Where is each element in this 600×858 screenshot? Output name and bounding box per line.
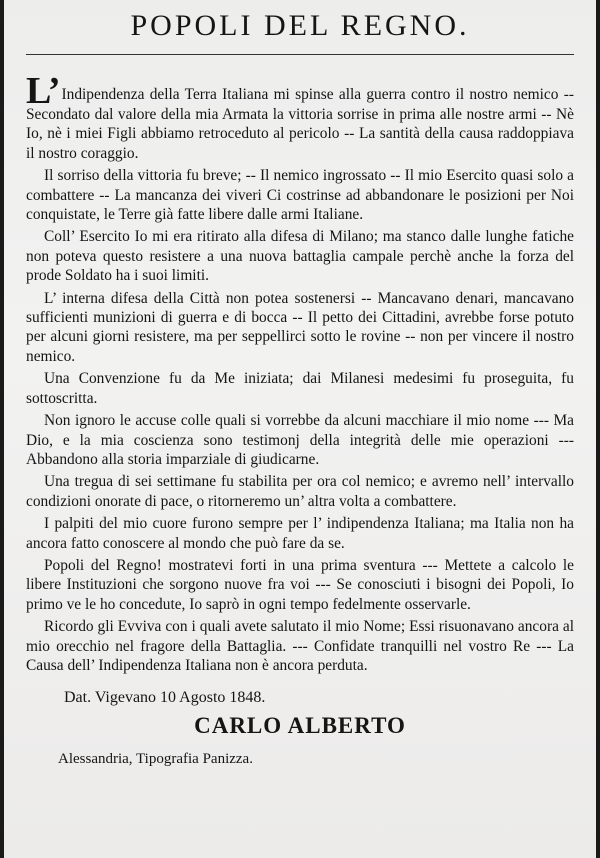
paragraph-10: Ricordo gli Evviva con i quali avete salutato il mio Nome; Essi risuonavano ancora al mio orecchio nel fragore della Battaglia. --- Confidate tranquilli nel vostro Re --- La Causa dell’ Indipendenza Italiana non è ancora perduta. — [26, 618, 574, 674]
printer-imprint: Alessandria, Tipografia Panizza. — [58, 751, 253, 768]
paragraph-5: Una Convenzione fu da Me iniziata; dai Milanesi medesimi fu proseguita, fu sottoscritta. — [26, 370, 574, 407]
paragraph-1-text: Indipendenza della Terra Italiana mi spinse alla guerra contro il nostro nemico -- Secondato dal valore della mia Armata la vittoria sorrise in prima alle nostre armi -- Nè Io, nè i miei Figli abbiamo retroceduto al pericolo -- La santità della causa raddoppiava il nostro coraggio. — [26, 86, 574, 162]
paragraph-8: I palpiti del mio cuore furono sempre per l’ indipendenza Italiana; ma Italia non ha ancora fatto conoscere al mondo che può fare da se. — [26, 515, 574, 552]
drop-cap: L’ — [26, 70, 61, 112]
paragraph-4: L’ interna difesa della Città non potea sostenersi -- Mancavano denari, mancavano sufficienti munizioni di guerra e di bocca -- Il petto dei Cittadini, avrebbe forse potuto per alcuni giorni resistere, ma per seppellirci sotto le rovine -- non per vincere il nostro nemico. — [26, 289, 574, 365]
paragraph-7: Una tregua di sei settimane fu stabilita per ora col nemico; e avremo nell’ intervallo condizioni onorate di pace, o ritorneremo un’ altra volta a combattere. — [26, 473, 574, 510]
paragraph-3: Coll’ Esercito Io mi era ritirato alla difesa di Milano; ma stanco dalle lunghe fatiche non poteva questo resistere a una nuova battaglia campale perchè anche la forza del prode Soldato ha i suoi limiti. — [26, 228, 574, 285]
paragraph-1 — [26, 70, 574, 163]
paragraph-9: Popoli del Regno! mostratevi forti in una prima sventura --- Mettete a calcolo le libere Instituzioni che sorgono nuove fra voi --- Se conosciuti i bisogni dei Popoli, Io primo ve le ho concedute, Io saprò in ogni tempo fedelmente osservarle. — [26, 556, 574, 613]
proclamation-sheet — [4, 0, 596, 858]
paragraph-2: Il sorriso della vittoria fu breve; -- Il nemico ingrossato -- Il mio Esercito quasi solo a combattere -- La mancanza dei viveri Ci costrinse ad abbandonare le posizioni per Noi conquistate, le Terre già fatte libere dalle armi Italiane. — [26, 167, 574, 224]
document-body — [26, 70, 574, 675]
paragraph-6: Non ignoro le accuse colle quali si vorrebbe da alcuni macchiare il mio nome --- Ma Dio, e la mia coscienza sono testimonj della integrità delle mie operazioni --- Abbandono alla storia imparziale di giudicarne. — [26, 412, 574, 468]
date-line: Dat. Vigevano 10 Agosto 1848. — [64, 689, 266, 707]
signature: CARLO ALBERTO — [194, 713, 406, 739]
document-title: POPOLI DEL REGNO. — [26, 0, 574, 55]
